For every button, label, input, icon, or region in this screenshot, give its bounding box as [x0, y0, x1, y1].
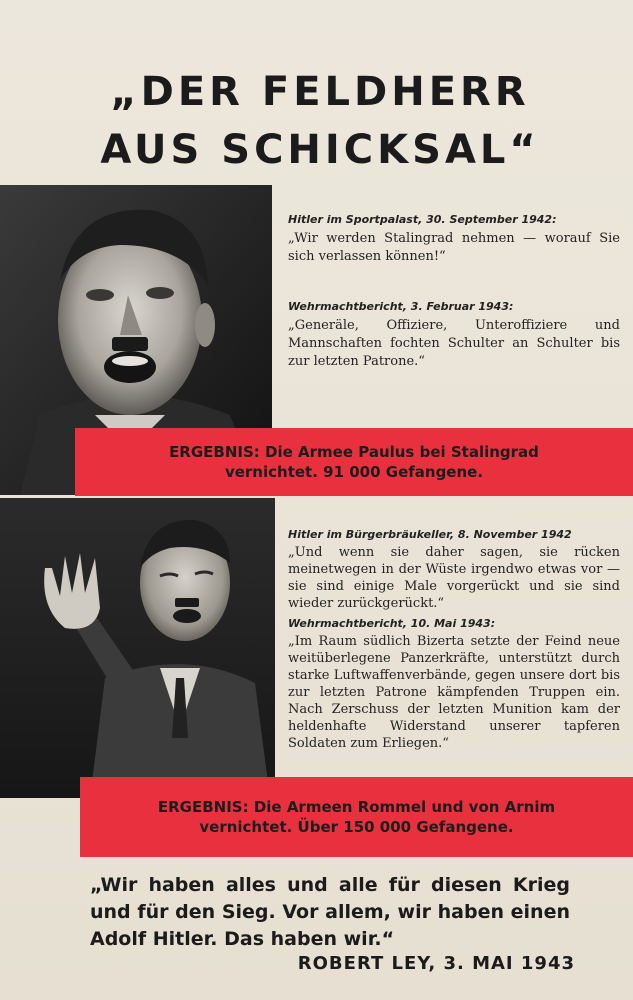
title-line-1: „DER FELDHERR: [110, 69, 530, 115]
quote-2-source: Wehrmachtbericht, 3. Februar 1943:: [288, 300, 514, 313]
quote-3-source: Hitler im Bürgerbräukeller, 8. November 1942: [288, 528, 572, 541]
photo-speaker-gesturing: [0, 498, 275, 798]
result-line-2: vernichtet. Über 150 000 Gefangene.: [199, 818, 514, 836]
quote-2-text: „Generäle, Offiziere, Unteroffiziere und Mannschaften fochten Schulter an Schulter bis zur letzten Patrone.“: [288, 318, 620, 369]
closing-signature: ROBERT LEY, 3. MAI 1943: [297, 953, 575, 974]
quote-block-3: [288, 528, 620, 612]
quote-1-source: Hitler im Sportpalast, 30. September 1942:: [288, 213, 557, 226]
result-line-1: Die Armee Paulus bei Stalingrad: [265, 443, 539, 461]
result-line-1: Die Armeen Rommel und von Arnim: [253, 798, 556, 816]
result-line-2: vernichtet. 91 000 Gefangene.: [224, 463, 484, 481]
result-banner-stalingrad: [75, 428, 633, 496]
quote-block-4: [288, 617, 620, 752]
title-line-2: AUS SCHICKSAL“: [100, 127, 540, 173]
quote-4-text: „Im Raum südlich Bizerta setzte der Feind neue weitüberlegene Panzerkräfte, unterstützt durch starke Luftwaffenverbände, gegen unsere dort bis zur letzten Patrone kämpfenden Truppen ein. Nach Zerschuss der letzten Munition kam der heldenhafte Widerstand unserer tapferen Soldaten zum Erliegen.“: [288, 634, 620, 751]
result-label: ERGEBNIS:: [169, 443, 260, 461]
quote-4-source: Wehrmachtbericht, 10. Mai 1943:: [288, 617, 496, 630]
quote-1-text: „Wir werden Stalingrad nehmen — worauf Sie sich verlassen können!“: [288, 231, 620, 264]
quote-block-2: [288, 300, 620, 371]
result-banner-africa: [80, 777, 633, 857]
quote-block-1: [288, 213, 620, 266]
closing-quote: „Wir haben alles und alle für diesen Krieg und für den Sieg. Vor allem, wir haben einen Adolf Hitler. Das haben wir.“: [90, 874, 570, 950]
quote-3-text: „Und wenn sie daher sagen, sie rücken meinetwegen in der Wüste irgendwo etwas vor — sie sind einige Male vorgerückt und sie sind wieder zurückgerückt.“: [288, 545, 620, 611]
result-label: ERGEBNIS:: [157, 798, 249, 816]
